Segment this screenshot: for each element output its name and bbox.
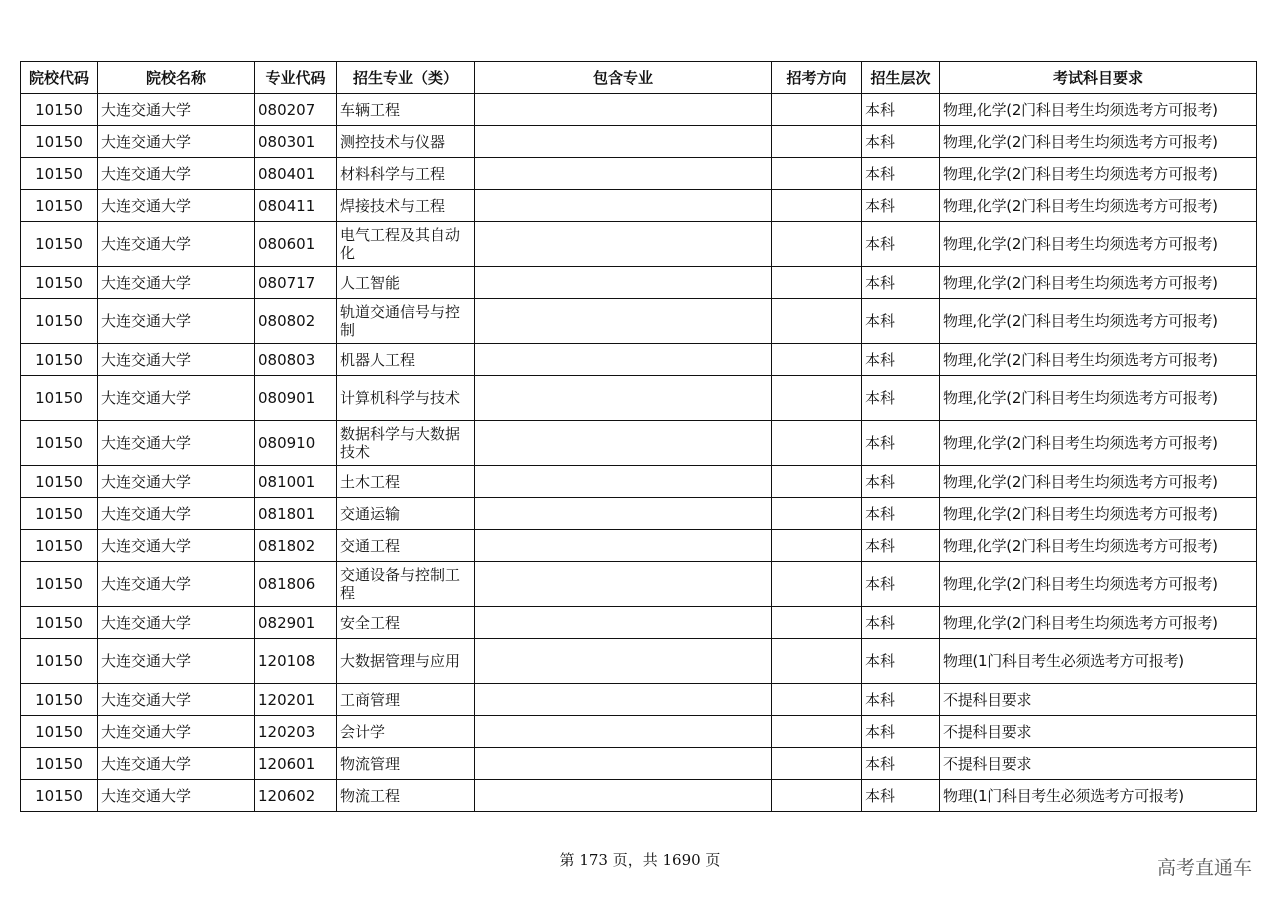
table-row <box>21 299 1257 344</box>
cell-school-code: 10150 <box>21 158 98 190</box>
cell-requirement: 不提科目要求 <box>940 748 1257 780</box>
cell-school-code: 10150 <box>21 748 98 780</box>
table-row <box>21 376 1257 421</box>
cell-major: 交通设备与控制工程 <box>337 562 475 607</box>
cell-level: 本科 <box>862 222 940 267</box>
cell-major: 土木工程 <box>337 466 475 498</box>
cell-major: 数据科学与大数据技术 <box>337 421 475 466</box>
cell-school-name: 大连交通大学 <box>98 780 255 812</box>
cell-requirement: 物理,化学(2门科目考生均须选考方可报考) <box>940 267 1257 299</box>
cell-included <box>475 607 772 639</box>
cell-school-name: 大连交通大学 <box>98 562 255 607</box>
cell-school-name: 大连交通大学 <box>98 344 255 376</box>
cell-major: 计算机科学与技术 <box>337 376 475 421</box>
cell-direction <box>772 562 862 607</box>
cell-direction <box>772 222 862 267</box>
cell-major-code: 080207 <box>255 94 337 126</box>
cell-school-code: 10150 <box>21 466 98 498</box>
cell-school-code: 10150 <box>21 530 98 562</box>
table-row <box>21 607 1257 639</box>
cell-school-name: 大连交通大学 <box>98 684 255 716</box>
cell-direction <box>772 607 862 639</box>
cell-major-code: 080901 <box>255 376 337 421</box>
cell-direction <box>772 344 862 376</box>
cell-direction <box>772 126 862 158</box>
cell-major: 人工智能 <box>337 267 475 299</box>
cell-school-name: 大连交通大学 <box>98 126 255 158</box>
cell-included <box>475 684 772 716</box>
cell-school-code: 10150 <box>21 607 98 639</box>
table-row <box>21 498 1257 530</box>
cell-level: 本科 <box>862 190 940 222</box>
cell-school-code: 10150 <box>21 94 98 126</box>
table-row <box>21 222 1257 267</box>
cell-included <box>475 639 772 684</box>
cell-major: 焊接技术与工程 <box>337 190 475 222</box>
cell-major: 交通工程 <box>337 530 475 562</box>
cell-school-name: 大连交通大学 <box>98 222 255 267</box>
cell-requirement: 不提科目要求 <box>940 684 1257 716</box>
cell-requirement: 物理,化学(2门科目考生均须选考方可报考) <box>940 530 1257 562</box>
cell-major: 会计学 <box>337 716 475 748</box>
cell-major-code: 080601 <box>255 222 337 267</box>
cell-included <box>475 126 772 158</box>
cell-requirement: 物理,化学(2门科目考生均须选考方可报考) <box>940 376 1257 421</box>
cell-major-code: 080301 <box>255 126 337 158</box>
cell-major: 材料科学与工程 <box>337 158 475 190</box>
cell-school-code: 10150 <box>21 639 98 684</box>
cell-included <box>475 530 772 562</box>
cell-school-code: 10150 <box>21 126 98 158</box>
cell-major-code: 080717 <box>255 267 337 299</box>
cell-direction <box>772 190 862 222</box>
cell-school-name: 大连交通大学 <box>98 498 255 530</box>
cell-major-code: 080411 <box>255 190 337 222</box>
cell-direction <box>772 530 862 562</box>
cell-school-name: 大连交通大学 <box>98 748 255 780</box>
cell-school-code: 10150 <box>21 299 98 344</box>
watermark: 高考直通车 <box>1156 857 1252 879</box>
cell-direction <box>772 684 862 716</box>
table-row <box>21 780 1257 812</box>
cell-direction <box>772 639 862 684</box>
table-row <box>21 158 1257 190</box>
cell-requirement: 物理,化学(2门科目考生均须选考方可报考) <box>940 607 1257 639</box>
table-row <box>21 639 1257 684</box>
cell-included <box>475 466 772 498</box>
cell-direction <box>772 158 862 190</box>
cell-major-code: 080802 <box>255 299 337 344</box>
cell-requirement: 物理,化学(2门科目考生均须选考方可报考) <box>940 498 1257 530</box>
table-row <box>21 190 1257 222</box>
cell-included <box>475 94 772 126</box>
cell-major-code: 120203 <box>255 716 337 748</box>
cell-requirement: 物理,化学(2门科目考生均须选考方可报考) <box>940 222 1257 267</box>
cell-direction <box>772 299 862 344</box>
cell-direction <box>772 267 862 299</box>
cell-included <box>475 421 772 466</box>
header-direction: 招考方向 <box>772 62 862 94</box>
page-number: 第 173 页，共 1690 页 <box>559 851 721 869</box>
cell-level: 本科 <box>862 267 940 299</box>
cell-school-code: 10150 <box>21 684 98 716</box>
table-row <box>21 344 1257 376</box>
cell-direction <box>772 376 862 421</box>
cell-school-code: 10150 <box>21 376 98 421</box>
cell-major: 车辆工程 <box>337 94 475 126</box>
cell-school-code: 10150 <box>21 780 98 812</box>
cell-level: 本科 <box>862 684 940 716</box>
cell-school-name: 大连交通大学 <box>98 267 255 299</box>
cell-level: 本科 <box>862 498 940 530</box>
header-requirement: 考试科目要求 <box>940 62 1257 94</box>
cell-school-code: 10150 <box>21 267 98 299</box>
cell-school-code: 10150 <box>21 222 98 267</box>
cell-major: 大数据管理与应用 <box>337 639 475 684</box>
cell-level: 本科 <box>862 466 940 498</box>
cell-major-code: 080401 <box>255 158 337 190</box>
cell-major: 物流管理 <box>337 748 475 780</box>
cell-requirement: 物理,化学(2门科目考生均须选考方可报考) <box>940 158 1257 190</box>
cell-included <box>475 780 772 812</box>
cell-level: 本科 <box>862 344 940 376</box>
cell-direction <box>772 466 862 498</box>
header-major: 招生专业（类） <box>337 62 475 94</box>
table-row <box>21 267 1257 299</box>
table-row <box>21 530 1257 562</box>
cell-major: 安全工程 <box>337 607 475 639</box>
cell-requirement: 物理,化学(2门科目考生均须选考方可报考) <box>940 94 1257 126</box>
cell-direction <box>772 716 862 748</box>
cell-major: 物流工程 <box>337 780 475 812</box>
cell-direction <box>772 94 862 126</box>
table-row <box>21 94 1257 126</box>
cell-included <box>475 498 772 530</box>
cell-school-code: 10150 <box>21 190 98 222</box>
cell-level: 本科 <box>862 94 940 126</box>
header-row <box>21 62 1257 94</box>
cell-level: 本科 <box>862 530 940 562</box>
cell-level: 本科 <box>862 639 940 684</box>
cell-major-code: 081806 <box>255 562 337 607</box>
cell-major-code: 120108 <box>255 639 337 684</box>
cell-school-name: 大连交通大学 <box>98 94 255 126</box>
cell-school-code: 10150 <box>21 421 98 466</box>
cell-level: 本科 <box>862 562 940 607</box>
table-row <box>21 716 1257 748</box>
cell-school-name: 大连交通大学 <box>98 716 255 748</box>
cell-major-code: 120602 <box>255 780 337 812</box>
cell-requirement: 物理,化学(2门科目考生均须选考方可报考) <box>940 190 1257 222</box>
cell-school-name: 大连交通大学 <box>98 466 255 498</box>
cell-included <box>475 267 772 299</box>
cell-direction <box>772 748 862 780</box>
cell-school-name: 大连交通大学 <box>98 530 255 562</box>
cell-level: 本科 <box>862 607 940 639</box>
cell-direction <box>772 498 862 530</box>
cell-level: 本科 <box>862 376 940 421</box>
cell-included <box>475 748 772 780</box>
cell-requirement: 物理,化学(2门科目考生均须选考方可报考) <box>940 562 1257 607</box>
cell-requirement: 物理,化学(2门科目考生均须选考方可报考) <box>940 421 1257 466</box>
cell-school-name: 大连交通大学 <box>98 607 255 639</box>
header-school-code: 院校代码 <box>21 62 98 94</box>
cell-included <box>475 376 772 421</box>
table-row <box>21 126 1257 158</box>
table-row <box>21 748 1257 780</box>
cell-major-code: 081001 <box>255 466 337 498</box>
cell-included <box>475 190 772 222</box>
table-row <box>21 684 1257 716</box>
cell-level: 本科 <box>862 158 940 190</box>
cell-major: 轨道交通信号与控制 <box>337 299 475 344</box>
cell-direction <box>772 421 862 466</box>
cell-requirement: 物理(1门科目考生必须选考方可报考) <box>940 639 1257 684</box>
cell-level: 本科 <box>862 126 940 158</box>
cell-included <box>475 222 772 267</box>
cell-major-code: 120201 <box>255 684 337 716</box>
cell-school-code: 10150 <box>21 344 98 376</box>
cell-included <box>475 344 772 376</box>
cell-included <box>475 299 772 344</box>
cell-requirement: 物理,化学(2门科目考生均须选考方可报考) <box>940 126 1257 158</box>
cell-level: 本科 <box>862 299 940 344</box>
cell-school-name: 大连交通大学 <box>98 376 255 421</box>
admissions-table <box>20 61 1257 812</box>
cell-major: 交通运输 <box>337 498 475 530</box>
cell-school-name: 大连交通大学 <box>98 639 255 684</box>
cell-school-code: 10150 <box>21 498 98 530</box>
cell-school-name: 大连交通大学 <box>98 190 255 222</box>
cell-included <box>475 716 772 748</box>
cell-school-code: 10150 <box>21 716 98 748</box>
cell-school-name: 大连交通大学 <box>98 299 255 344</box>
cell-major-code: 081802 <box>255 530 337 562</box>
cell-requirement: 物理,化学(2门科目考生均须选考方可报考) <box>940 466 1257 498</box>
cell-level: 本科 <box>862 421 940 466</box>
cell-major-code: 120601 <box>255 748 337 780</box>
cell-major: 电气工程及其自动化 <box>337 222 475 267</box>
cell-requirement: 物理,化学(2门科目考生均须选考方可报考) <box>940 299 1257 344</box>
cell-major: 工商管理 <box>337 684 475 716</box>
cell-included <box>475 562 772 607</box>
table-row <box>21 466 1257 498</box>
cell-major-code: 080803 <box>255 344 337 376</box>
cell-requirement: 不提科目要求 <box>940 716 1257 748</box>
cell-major-code: 082901 <box>255 607 337 639</box>
cell-school-name: 大连交通大学 <box>98 421 255 466</box>
cell-school-code: 10150 <box>21 562 98 607</box>
cell-major-code: 081801 <box>255 498 337 530</box>
cell-major: 测控技术与仪器 <box>337 126 475 158</box>
cell-requirement: 物理,化学(2门科目考生均须选考方可报考) <box>940 344 1257 376</box>
table-row <box>21 562 1257 607</box>
cell-requirement: 物理(1门科目考生必须选考方可报考) <box>940 780 1257 812</box>
header-level: 招生层次 <box>862 62 940 94</box>
header-included: 包含专业 <box>475 62 772 94</box>
cell-direction <box>772 780 862 812</box>
table-row <box>21 421 1257 466</box>
cell-level: 本科 <box>862 780 940 812</box>
cell-major: 机器人工程 <box>337 344 475 376</box>
cell-level: 本科 <box>862 748 940 780</box>
header-major-code: 专业代码 <box>255 62 337 94</box>
header-school-name: 院校名称 <box>98 62 255 94</box>
cell-level: 本科 <box>862 716 940 748</box>
cell-included <box>475 158 772 190</box>
cell-school-name: 大连交通大学 <box>98 158 255 190</box>
cell-major-code: 080910 <box>255 421 337 466</box>
